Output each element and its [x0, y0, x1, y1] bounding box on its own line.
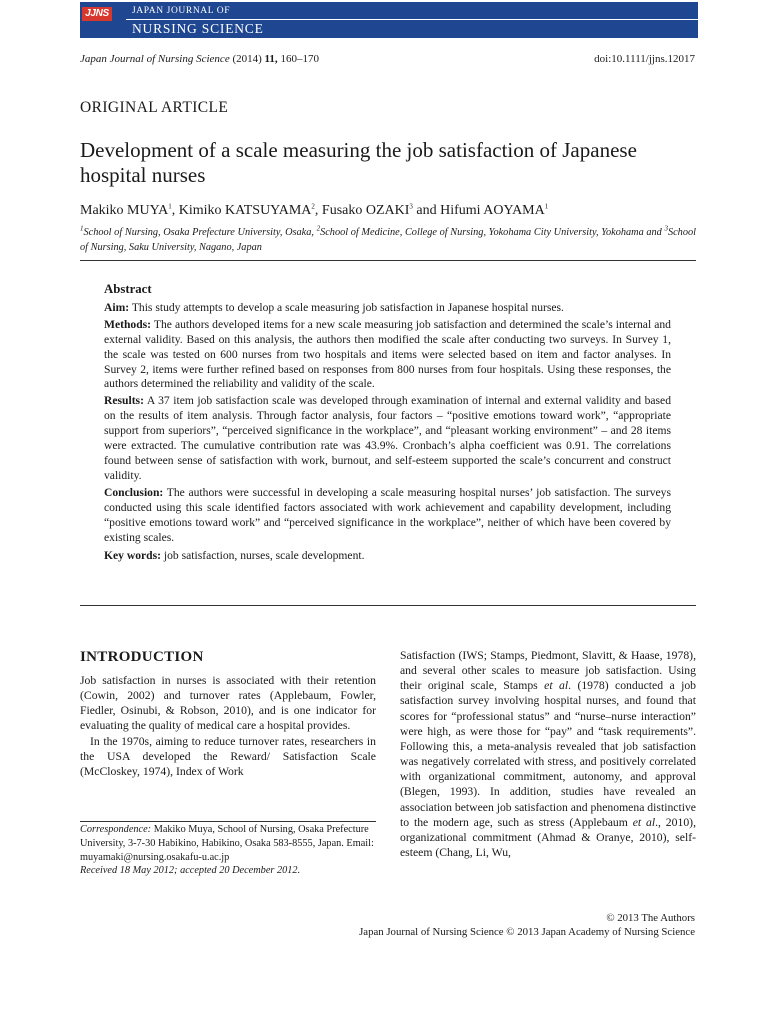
- right-text-c: ., 2010), organizational commitment (Ahmad & Oranye, 2010), self-esteem (Chang, Li, Wu,: [400, 815, 696, 860]
- right-column: [400, 648, 696, 860]
- received-dates: [80, 864, 376, 878]
- correspondence-body: Makiko Muya, School of Nursing, Osaka Prefecture University, 3-7-30 Habikino, Habikino, Osaka 583-8555, Japan. Email: muyamaki@nursing.osakafu-u.ac.jp: [80, 824, 374, 863]
- right-text-a: Satisfaction (IWS; Stamps, Piedmont, Slavitt, & Haase, 1978), and several other scales to measure job satisfaction. Using their original scale, Stamps: [400, 649, 696, 693]
- citation-year: (2014): [232, 53, 262, 65]
- abstract-results: [104, 394, 671, 483]
- right-etal-2: et al: [632, 815, 656, 829]
- citation-journal: Japan Journal of Nursing Science: [80, 53, 230, 65]
- left-column: [80, 673, 376, 779]
- aim-text: This study attempts to develop a scale measuring job satisfaction in Japanese hospital nurses.: [131, 300, 564, 314]
- affil-sup: 1: [80, 224, 84, 233]
- abstract-heading: Abstract: [104, 282, 152, 296]
- author-sep: and: [412, 203, 441, 218]
- author-sup: 3: [409, 202, 413, 211]
- citation-pages: 160–170: [280, 53, 319, 65]
- article-title: Development of a scale measuring the job satisfaction of Japanese hospital nurses: [80, 138, 637, 187]
- aim-label: Aim:: [104, 300, 130, 314]
- affil-text: School of Nursing, Osaka Prefecture University, Osaka,: [83, 227, 317, 238]
- keywords-label: Key words:: [104, 549, 161, 563]
- affiliations: [80, 226, 696, 255]
- copyright-line-1: © 2013 The Authors: [606, 912, 695, 924]
- methods-label: Methods:: [104, 317, 152, 331]
- author-name: Hifumi AOYAMA: [440, 203, 545, 218]
- results-text: A 37 item job satisfaction scale was developed through examination of internal and external validity and based on the results of item analysis. Through factor analysis, four factors – “positive emotions toward work”, “appropriate support from superiors”, “perceived significance in the workplace”, and “pleasant working environment” – and 28 items were extracted. The cumulative contribution rate was 43.9%. Cronbach’s alpha coefficient was 0.91. The correlations found between sense of satisfaction with work, burnout, and self-esteem supported the scale’s concurrent and construct validity.: [104, 394, 671, 482]
- author-sep: ,: [314, 203, 322, 218]
- correspondence-rule: [80, 821, 376, 822]
- author-sup: 1: [168, 202, 172, 211]
- received-text: Received 18 May 2012; accepted 20 December 2012.: [80, 865, 301, 877]
- copyright-line-2: Japan Journal of Nursing Science © 2013 Japan Academy of Nursing Science: [359, 925, 695, 938]
- author-name: Fusako OZAKI: [321, 203, 410, 218]
- abstract-conclusion: [104, 486, 671, 546]
- keywords-text: job satisfaction, nurses, scale development.: [163, 549, 365, 563]
- abstract-bottom-rule: [80, 605, 696, 606]
- right-etal-1: et al: [544, 679, 569, 693]
- right-text-b: . (1978) conducted a job satisfaction survey involving hospital nurses, and found that scores for “professional status” and “nurse–nurse interaction” were high, as were those for “pay” and “task requirements”. Following this, a meta-analysis revealed that job satisfaction was negatively correlated with stress, and positively correlated with organizational commitment, autonomy, and approval (Blegen, 1993). In addition, studies have revealed an association between job satisfaction and phenomena distinctive to the modern age, such as stress (Applebaum: [400, 679, 697, 829]
- results-label: Results:: [104, 394, 144, 408]
- author-name: Kimiko KATSUYAMA: [178, 203, 312, 218]
- conclusion-text: The authors were successful in developing a scale measuring hospital nurses’ job satisfaction. The surveys conducted using this scale identified factors associated with work achievement and capability development, including “positive emotions toward work” and “perceived significance in the workplace”, neither of which have been covered by existing scales.: [104, 485, 671, 544]
- citation-volume: 11,: [264, 53, 278, 65]
- abstract-methods: [104, 318, 671, 393]
- introduction-heading: INTRODUCTION: [80, 649, 204, 665]
- doi-link[interactable]: doi:10.1111/jjns.12017: [594, 53, 695, 65]
- author-sup: 1: [544, 202, 549, 211]
- conclusion-label: Conclusion:: [104, 485, 164, 499]
- banner-journal-name: NURSING SCIENCE: [132, 21, 264, 36]
- copyright-footer: [359, 912, 695, 939]
- affil-text: School of Medicine, College of Nursing, Yokohama City University, Yokohama and: [320, 227, 665, 238]
- journal-banner: [80, 2, 698, 38]
- affil-sup: 3: [664, 224, 668, 233]
- author-sep: ,: [171, 203, 179, 218]
- correspondence-note: [80, 823, 376, 878]
- affil-sup: 2: [316, 224, 321, 233]
- abstract-aim: [104, 301, 671, 316]
- journal-logo: JJNS: [82, 7, 112, 21]
- correspondence-label: Correspondence:: [80, 824, 152, 835]
- intro-paragraph-3: [400, 648, 696, 860]
- author-sup: 2: [311, 202, 315, 211]
- abstract-keywords: [104, 549, 671, 564]
- intro-paragraph-2: In the 1970s, aiming to reduce turnover rates, researchers in the USA developed the Reward/ Satisfaction Scale (McCloskey, 1974), Index of Work: [80, 734, 376, 778]
- author-list: [80, 202, 700, 220]
- citation-line: [80, 52, 319, 66]
- banner-divider: [126, 19, 698, 20]
- intro-paragraph-1: Job satisfaction in nurses is associated with their retention (Cowin, 2002) and turnover rates (Applebaum, Fowler, Fiedler, Osinubi, & Robson, 2010), and is one indicator for evaluating the quality of medical care a hospital provides.: [80, 674, 376, 733]
- methods-text: The authors developed items for a new scale measuring job satisfaction and determined the scale’s internal and external validity. Based on this analysis, the authors then modified the scale after conducting two surveys. In Survey 1, the scale was tested on 600 nurses from two hospitals and items were selected based on item and factor analyses. In Survey 2, items were further refined based on responses from 800 nurses from four hospitals. Using these responses, the authors determined the reliability and validity of the scale.: [104, 317, 671, 391]
- author-name: Makiko MUYA: [80, 203, 169, 218]
- correspondence-text: [80, 823, 376, 864]
- abstract-top-rule: [80, 260, 696, 261]
- abstract: [104, 282, 671, 566]
- article-type: ORIGINAL ARTICLE: [80, 99, 229, 116]
- banner-small-text: JAPAN JOURNAL OF: [132, 6, 231, 16]
- affil-text: School of Nursing, Saku University, Nagano, Japan: [80, 227, 696, 253]
